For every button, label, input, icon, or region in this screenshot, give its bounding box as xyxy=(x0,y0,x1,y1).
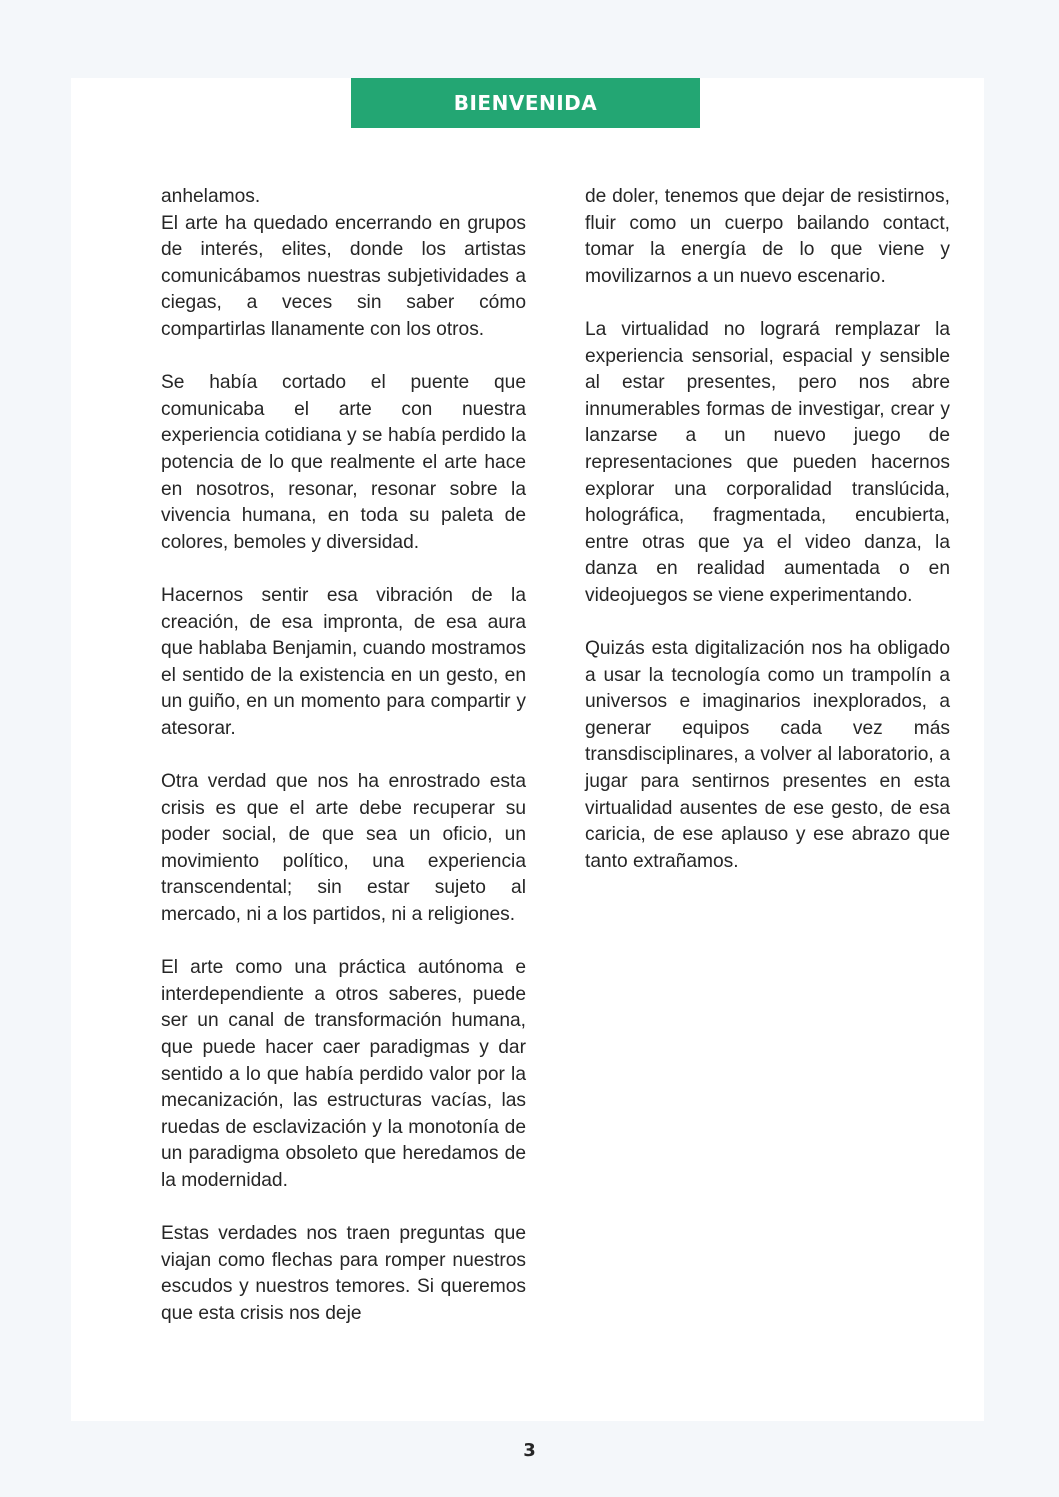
page-number: 3 xyxy=(523,1440,536,1461)
right-text-column xyxy=(585,184,950,875)
paragraph: El arte ha quedado encerrando en grupos de interés, elites, donde los artistas comunicábamos nuestras subjetividades a ciegas, a veces sin saber cómo compartirlas llanamente con los otros. xyxy=(161,212,526,340)
paragraph: Estas verdades nos traen preguntas que viajan como flechas para romper nuestros escudos y nuestros temores. Si queremos que esta crisis nos deje xyxy=(161,1223,526,1324)
paragraph: de doler, tenemos que dejar de resistirnos, fluir como un cuerpo bailando contact, tomar la energía de lo que viene y movilizarnos a un nuevo escenario. xyxy=(585,186,950,287)
paragraph: anhelamos. xyxy=(161,186,261,207)
paragraph: Hacernos sentir esa vibración de la creación, de esa impronta, de esa aura que hablaba Benjamin, cuando mostramos el sentido de la existencia en un gesto, en un guiño, en un momento para compartir y atesorar. xyxy=(161,584,526,739)
left-text-column xyxy=(161,184,526,1328)
page-sheet xyxy=(71,78,984,1421)
section-title: BIENVENIDA xyxy=(351,78,700,128)
paragraph: Se había cortado el puente que comunicaba el arte con nuestra experiencia cotidiana y se había perdido la potencia de lo que realmente el arte hace en nosotros, resonar, resonar sobre la vivencia humana, en toda su paleta de colores, bemoles y diversidad. xyxy=(161,372,526,553)
paragraph: Quizás esta digitalización nos ha obligado a usar la tecnología como un trampolín a universos e imaginarios inexplorados, a generar equipos cada vez más transdisciplinares, a volver al laboratorio, a jugar para sentirnos presentes en esta virtualidad ausentes de ese gesto, de esa caricia, de ese aplauso y ese abrazo que tanto extrañamos. xyxy=(585,638,950,872)
paragraph: El arte como una práctica autónoma e interdependiente a otros saberes, puede ser un canal de transformación humana, que puede hacer caer paradigmas y dar sentido a lo que había perdido valor por la mecanización, las estructuras vacías, las ruedas de esclavización y la monotonía de un paradigma obsoleto que heredamos de la modernidad. xyxy=(161,957,526,1191)
paragraph: Otra verdad que nos ha enrostrado esta crisis es que el arte debe recuperar su poder social, de que sea un oficio, un movimiento político, una experiencia transcendental; sin estar sujeto al mercado, ni a los partidos, ni a religiones. xyxy=(161,771,526,926)
paragraph: La virtualidad no logrará remplazar la experiencia sensorial, espacial y sensible al estar presentes, pero nos abre innumerables formas de investigar, crear y lanzarse a un nuevo juego de representaciones que pueden hacernos explorar una corporalidad translúcida, holográfica, fragmentada, encubierta, entre otras que ya el video danza, la danza en realidad aumentada o en videojuegos se viene experimentando. xyxy=(585,318,950,606)
